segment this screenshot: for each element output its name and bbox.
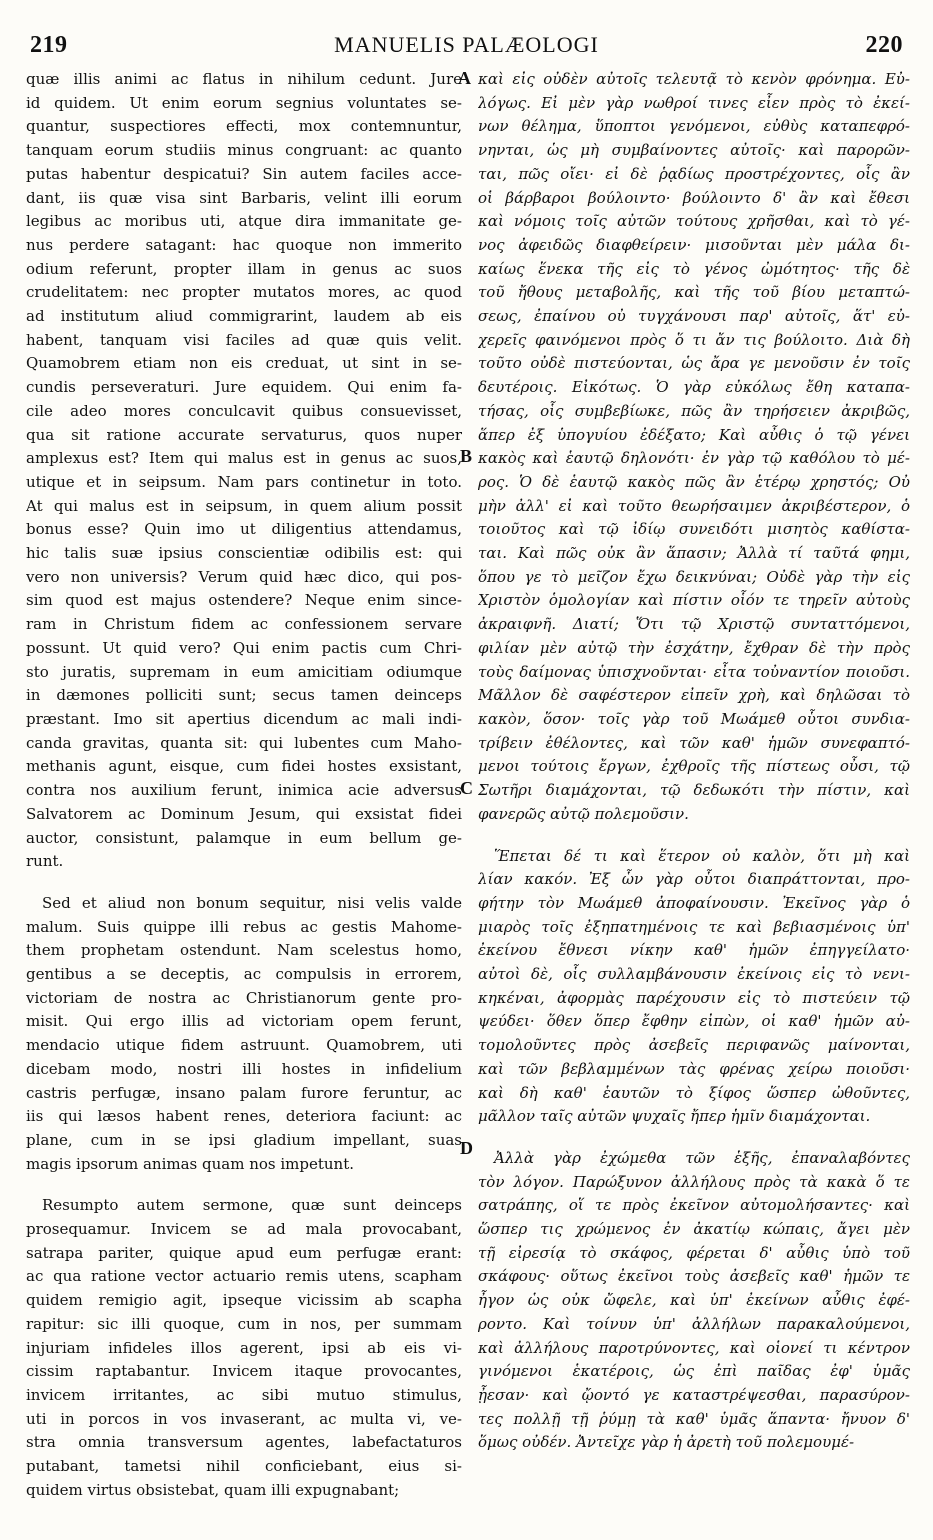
latin-paragraph-gap <box>26 1176 462 1194</box>
latin-text-line: rapitur: sic illi quoque, cum in nos, per summam <box>26 1314 462 1333</box>
latin-text-line: dicebam modo, nostri illi hostes in infidelium <box>26 1059 462 1078</box>
greek-text-line: Σωτῆρι διαμάχονται, τῷ δεδωκότι τὴν πίστιν, καὶ <box>478 781 910 800</box>
latin-text-line: crudelitatem: nec propter mutatos mores, ac quod <box>26 283 462 302</box>
latin-text-line: ad institutum aliud commigrarint, laudem ab eis <box>26 307 462 326</box>
greek-text-line: Μᾶλλον δὲ σαφέστερον εἰπεῖν χρὴ, καὶ δηλῶσαι τὸ <box>478 686 910 705</box>
greek-text-line: ρος. Ὁ δὲ ἑαυτῷ κακὸς πῶς ἂν ἑτέρῳ χρηστός; Οὐ <box>478 472 910 491</box>
greek-text-line: φήτην τὸν Μωάμεθ ἀποφαίνουσιν. Ἐκεῖνος γὰρ ὁ <box>478 893 910 912</box>
latin-paragraph <box>26 68 462 874</box>
greek-text-line: καὶ εἰς οὐδὲν αὐτοῖς τελευτᾷ τὸ κενὸν φρόνημα. Εὐ- <box>478 70 910 88</box>
latin-text-line: malum. Suis quippe illi rebus ac gestis Mahome- <box>26 917 462 936</box>
latin-text-line: auctor, consistunt, palamque in eum bellum ge- <box>26 828 462 847</box>
latin-text-line: iis qui læsos habent renes, deteriora faciunt: ac <box>26 1107 462 1126</box>
greek-text-line: γινόμενοι ἑκατέροις, ὡς ἐπὶ παῖδας ἐφ' ὑμᾶς <box>478 1362 910 1381</box>
greek-text-line: λίαν κακόν. Ἐξ ὧν γὰρ οὗτοι διαπράττονται, προ- <box>478 870 910 889</box>
latin-text-line: vero non universis? Verum quid hæc dico, qui pos- <box>26 567 462 586</box>
greek-text-line: ὅμως οὐδέν. Ἀντεῖχε γὰρ ἡ ἀρετὴ τοῦ πολεμουμέ- <box>478 1433 855 1452</box>
latin-text-line: contra nos auxilium ferunt, inimica acie adversus <box>26 781 462 800</box>
latin-text-line: putas habentur despicatui? Sin autem faciles acce- <box>26 164 462 183</box>
latin-paragraph <box>26 1194 462 1502</box>
greek-text-line: Ἕπεται δέ τι καὶ ἕτερον οὐ καλὸν, ὅτι μὴ καὶ <box>494 846 910 865</box>
latin-text-line: gentibus a se deceptis, ac compulsis in errorem, <box>26 965 462 984</box>
greek-paragraph <box>478 845 910 1129</box>
greek-text-line: καὶ νόμοις τοῖς αὐτῶν τούτους χρῆσθαι, καὶ τὸ γέ- <box>478 212 910 231</box>
latin-text-line: hic talis suæ ipsius conscientiæ odibilis est: qui <box>26 544 462 563</box>
latin-text-line: injuriam infideles illos agerent, ipsi ab eis vi- <box>26 1338 462 1357</box>
latin-text-line: sto juratis, supremam in eum amicitiam odiumque <box>26 662 462 681</box>
greek-text-line: καὶ δὴ καθ' ἑαυτῶν τὸ ξίφος ὥσπερ ὠθοῦντες, <box>478 1083 910 1102</box>
greek-text-line: Χριστὸν ὁμολογίαν καὶ πίστιν οἷόν τε τηρεῖν αὐτοὺς <box>478 591 910 610</box>
greek-text-line: τοῦτο οὐδὲ πιστεύονται, ὡς ἄρα γε μενοῦσιν ἐν τοῖς <box>478 354 910 373</box>
latin-text-line: methanis agunt, eisque, cum fidei hostes exsistant, <box>26 757 462 776</box>
latin-text-line: tanquam eorum studiis minus congruant: ac quanto <box>26 141 462 160</box>
greek-text-line: τοὺς δαίμονας ὑπισχνοῦνται· εἶτα τοὐναντίον ποιοῦσι. <box>478 662 910 681</box>
latin-text-line: misit. Qui ergo illis ad victoriam opem ferunt, <box>26 1012 462 1031</box>
greek-text-line: τρίβειν ἐθέλοντες, καὶ τῶν καθ' ἡμῶν συνεφαπτό- <box>478 733 910 752</box>
latin-text-line: mendacio utique fidem astruunt. Quamobrem, uti <box>26 1036 462 1055</box>
greek-text-line: ται. Καὶ πῶς οὐκ ἂν ἅπασιν; Ἀλλὰ τί ταῦτά φημι, <box>478 544 910 563</box>
greek-text-line: σεως, ἐπαίνου οὐ τυγχάνουσι παρ' αὐτοῖς, ἅτ' εὐ- <box>478 307 910 326</box>
latin-text-line: satrapa pariter, quique apud eum perfugæ erant: <box>26 1243 462 1262</box>
latin-text-line: putabant, tametsi nihil conficiebant, eius si- <box>26 1457 462 1476</box>
greek-text-line: ψεύδει· ὅθεν ὅπερ ἔφθην εἰπὼν, οἱ καθ' ἡμῶν αὐ- <box>478 1012 910 1031</box>
latin-text-line: prosequamur. Invicem se ad mala provocabant, <box>26 1220 462 1239</box>
latin-text-line: Resumpto autem sermone, quæ sunt deinceps <box>42 1196 462 1215</box>
latin-text-line: canda gravitas, quanta sit: qui lubentes cum Maho- <box>26 733 462 752</box>
greek-text-line: τομολοῦντες πρὸς ἀσεβεῖς περιφανῶς μαίνονται, <box>478 1036 910 1055</box>
greek-text-line: ἐκείνου ἔθνεσι νίκην καθ' ἡμῶν ἐπηγγείλατο· <box>478 941 910 960</box>
greek-paragraph <box>478 68 910 827</box>
latin-text-line: habent, tanquam visi faciles ad quæ quis velit. <box>26 330 462 349</box>
greek-paragraph-gap <box>478 1129 910 1147</box>
latin-text-line: cissim raptabantur. Invicem itaque provocantes, <box>26 1362 462 1381</box>
greek-text-line: χερεῖς φαινόμενοι πρὸς ὅ τι ἄν τις βούλοιτο. Διὰ δὴ <box>478 330 910 349</box>
greek-text-line: νος ἀφειδῶς διαφθείρειν· μισοῦνται μὲν μάλα δι- <box>478 235 910 254</box>
latin-text-line: quantur, suspectiores effecti, mox contemnuntur, <box>26 117 462 136</box>
greek-text-line: σατράπης, οἵ τε πρὸς ἐκεῖνον αὐτομολήσαντες· καὶ <box>478 1196 910 1215</box>
latin-text-line: utique et in seipsum. Nam pars continetur in toto. <box>26 472 462 491</box>
running-header <box>30 28 903 62</box>
latin-text-line: quidem remigio agit, ipseque vicissim ab scapha <box>26 1291 462 1310</box>
greek-text-line: σκάφους· οὕτως ἐκεῖνοι τοὺς ἀσεβεῖς καθ' ἡμῶν τε <box>478 1267 910 1286</box>
greek-text-line: νηνται, ὡς μὴ συμβαίνοντες αὐτοῖς· καὶ παρορῶν- <box>478 141 910 160</box>
latin-text-line: id quidem. Ut enim eorum segnius voluntates se- <box>26 93 462 112</box>
greek-text-line: τήσας, οἷς συμβεβίωκε, πῶς ἂν τηρήσειεν ἀκριβῶς, <box>478 401 910 420</box>
latin-text-line: plane, cum in se ipsi gladium impellant, suas <box>26 1130 462 1149</box>
latin-text-line: nus perdere satagant: hac quoque non immerito <box>26 235 462 254</box>
greek-text-line: νων θέλημα, ὕποπτοι γενόμενοι, εὐθὺς καταπεφρό- <box>478 117 910 136</box>
greek-text-line: μιαρὸς τοῖς ἐξηπατημένοις τε καὶ βεβιασμένοις ὑπ' <box>478 917 910 936</box>
greek-column <box>478 68 910 1455</box>
latin-text-line: them prophetam ostendunt. Nam scelestus homo, <box>26 941 462 960</box>
latin-text-line: quæ illis animi ac flatus in nihilum cedunt. Jure <box>26 70 462 88</box>
greek-paragraph-gap <box>478 827 910 845</box>
greek-text-line: δευτέροις. Εἰκότως. Ὁ γὰρ εὐκόλως ἔθη καταπα- <box>478 378 910 397</box>
latin-text-line: Quamobrem etiam non eis creduat, ut sint in se- <box>26 354 462 373</box>
section-marker-c: C <box>460 778 473 798</box>
latin-text-line: Sed et aliud non bonum sequitur, nisi velis valde <box>42 893 462 912</box>
greek-text-line: ἀκραιφνῆ. Διατί; Ὅτι τῷ Χριστῷ συνταττόμενοι, <box>478 615 910 634</box>
greek-text-line: τες πολλῇ τῇ ῥύμῃ τὰ καθ' ὑμᾶς ἅπαντα· ἤνυον δ' <box>478 1409 910 1428</box>
latin-text-line: amplexus est? Item qui malus est in genus ac suos, <box>26 449 462 468</box>
greek-text-line: μενοι τούτοις ἔργων, ἐχθροῖς τῆς πίστεως οὖσι, τῷ <box>478 757 910 776</box>
greek-text-line: ἦγον ὡς οὐκ ὤφελε, καὶ ὑπ' ἐκείνων αὖθις ἐφέ- <box>478 1291 910 1310</box>
latin-text-line: odium referunt, propter illam in genus ac suos <box>26 259 462 278</box>
greek-text-line: τὸν λόγον. Παρώξυνον ἀλλήλους πρὸς τὰ κακὰ ὅ τε <box>478 1172 910 1191</box>
greek-text-line: φιλίαν μὲν αὐτῷ τὴν ἐσχάτην, ἔχθραν δὲ τὴν πρὸς <box>478 638 910 657</box>
running-title: MANUELIS PALÆOLOGI <box>334 32 599 57</box>
greek-text-line: φανερῶς αὐτῷ πολεμοῦσιν. <box>478 804 689 823</box>
right-page-number: 220 <box>865 31 903 58</box>
greek-text-line: οἱ βάρβαροι βούλοιντο· βούλοιντο δ' ἂν καὶ ἔθεσι <box>478 188 910 207</box>
latin-text-line: stra omnia transversum agentes, labefactaturos <box>26 1433 462 1452</box>
greek-text-line: ᾖεσαν· καὶ ᾤοντό γε καταστρέψεσθαι, παρασύρον- <box>478 1385 910 1404</box>
latin-text-line: ram in Christum fidem ac confessionem servare <box>26 615 462 634</box>
greek-text-line: Ἀλλὰ γὰρ ἐχώμεθα τῶν ἑξῆς, ἐπαναλαβόντες <box>494 1148 910 1167</box>
latin-text-line: uti in porcos in vos invaserant, ac multa vi, ve- <box>26 1409 462 1428</box>
latin-text-line: ac qua ratione vector actuario remis utens, scapham <box>26 1267 462 1286</box>
latin-text-line: in dæmones polliciti sunt; secus tamen deinceps <box>26 686 462 705</box>
latin-text-line: cile adeo mores conculcavit quibus consuevisset, <box>26 401 462 420</box>
greek-text-line: κακὸς καὶ ἑαυτῷ δηλονότι· ἐν γὰρ τῷ καθόλου τὸ μέ- <box>478 449 910 468</box>
section-marker-b: B <box>460 446 473 466</box>
latin-text-line: At qui malus est in seipsum, in quem alium possit <box>26 496 462 515</box>
greek-text-line: μᾶλλον ταῖς αὐτῶν ψυχαῖς ἤπερ ἡμῖν διαμάχονται. <box>478 1107 871 1126</box>
latin-text-line: qua sit ratione accurate servaturus, quos nuper <box>26 425 462 444</box>
greek-text-line: κακὸν, ὅσον· τοῖς γὰρ τοῦ Μωάμεθ οὗτοι συνδια- <box>478 709 910 728</box>
latin-text-line: possunt. Ut quid vero? Qui enim pactis cum Chri- <box>26 638 462 657</box>
latin-text-line: sim quod est majus ostendere? Neque enim since- <box>26 591 462 610</box>
greek-text-line: τῇ εἰρεσίᾳ τὸ σκάφος, φέρεται δ' αὖθις ὑπὸ τοῦ <box>478 1243 910 1262</box>
greek-text-line: μὴν ἀλλ' εἰ καὶ τοῦτο θεωρήσαιμεν ἀκριβέστερον, ὁ <box>478 496 910 515</box>
section-marker-a: A <box>458 68 471 88</box>
greek-text-line: τοιοῦτος καὶ τῷ ἰδίῳ συνειδότι μισητὸς καθίστα- <box>478 520 910 539</box>
greek-text-line: καὶ τῶν βεβλαμμένων τὰς φρένας χείρω ποιοῦσι· <box>478 1059 910 1078</box>
latin-text-line: dant, iis quæ visa sint Barbaris, velint illi eorum <box>26 188 462 207</box>
latin-text-line: victoriam de nostra ac Christianorum gente pro- <box>26 988 462 1007</box>
latin-text-line: bonus esse? Quin imo ut diligentius attendamus, <box>26 520 462 539</box>
latin-text-line: cundis perseveraturi. Jure equidem. Qui enim fa- <box>26 378 462 397</box>
latin-text-line: legibus ac moribus uti, atque dira immanitate ge- <box>26 212 462 231</box>
greek-text-line: ὅπου γε τὸ μεῖζον ἔχω δεικνύναι; Οὐδὲ γὰρ τὴν εἰς <box>478 567 910 586</box>
latin-text-line: quidem virtus obsistebat, quam illi expugnabant; <box>26 1480 400 1499</box>
latin-column <box>26 68 462 1502</box>
latin-text-line: Salvatorem ac Dominum Jesum, qui exsistat fidei <box>26 804 462 823</box>
latin-text-line: magis ipsorum animas quam nos impetunt. <box>26 1154 355 1173</box>
latin-text-line: invicem irritantes, ac sibi mutuo stimulus, <box>26 1385 462 1404</box>
latin-paragraph <box>26 892 462 1176</box>
greek-text-line: καίως ἕνεκα τῆς εἰς τὸ γένος ὠμότητος· τῆς δὲ <box>478 259 910 278</box>
latin-text-line: castris perfugæ, insano palam furore feruntur, ac <box>26 1083 462 1102</box>
greek-text-line: ται, πῶς οἴει· εἰ δὲ ῥᾳδίως προστρέχοντες, οἷς ἂν <box>478 164 910 183</box>
greek-paragraph <box>478 1147 910 1455</box>
latin-text-line: runt. <box>26 852 64 871</box>
greek-text-line: ἅπερ ἐξ ὑπογυίου ἐδέξατο; Καὶ αὖθις ὁ τῷ γένει <box>478 425 910 444</box>
section-marker-d: D <box>460 1138 473 1158</box>
left-page-number: 219 <box>30 31 68 58</box>
greek-text-line: ροντο. Καὶ τοίνυν ὑπ' ἀλλήλων παρακαλούμενοι, <box>478 1314 910 1333</box>
greek-text-line: ὥσπερ τις χρώμενος ἐν ἀκατίῳ κώπαις, ἄγει μὲν <box>478 1220 910 1239</box>
latin-text-line: præstant. Imo sit apertius dicendum ac mali indi- <box>26 709 462 728</box>
greek-text-line: καὶ ἀλλήλους παροτρύνοντες, καὶ οἱονεί τι κέντρον <box>478 1338 910 1357</box>
greek-text-line: λόγως. Εἰ μὲν γὰρ νωθροί τινες εἶεν πρὸς τὸ ἐκεί- <box>478 93 910 112</box>
greek-text-line: τοῦ ἤθους μεταβολῆς, καὶ τῆς τοῦ βίου μεταπτώ- <box>478 283 910 302</box>
greek-text-line: αὐτοὶ δὲ, οἷς συλλαμβάνουσιν ἐκείνοις εἰς τὸ νενι- <box>478 965 910 984</box>
greek-text-line: κηκέναι, ἀφορμὰς παρέχουσιν εἰς τὸ πιστεύειν τῷ <box>478 988 910 1007</box>
latin-paragraph-gap <box>26 874 462 892</box>
